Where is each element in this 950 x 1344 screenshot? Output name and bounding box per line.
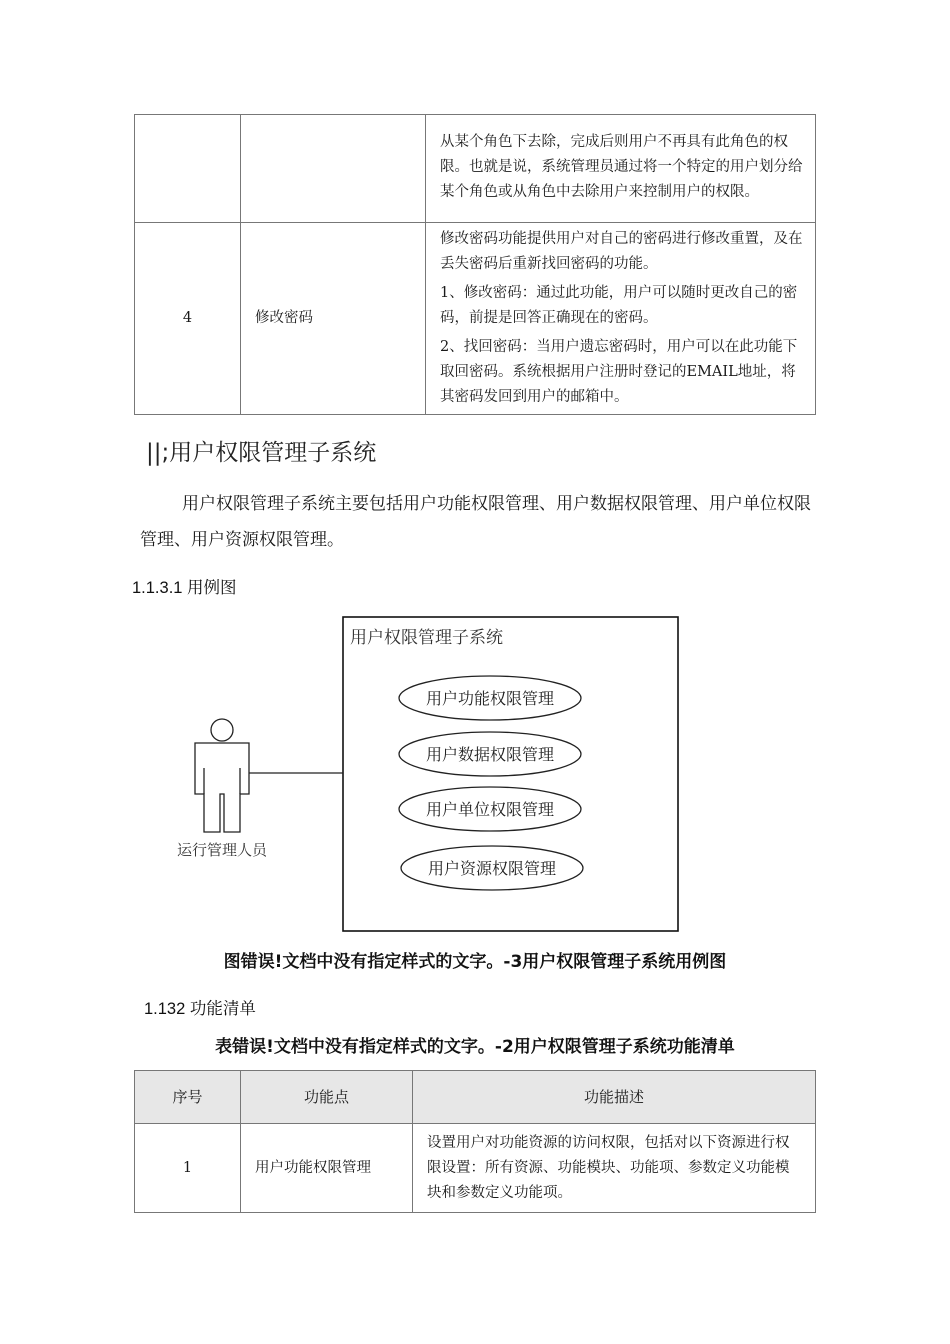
table-row (135, 1124, 816, 1213)
use-case-3 (399, 787, 581, 831)
use-case-1 (399, 676, 581, 720)
description-text: 2、找回密码：当用户遗忘密码时，用户可以在此功能下取回密码。系统根据用户注册时登记的EMAIL地址，将其密码发回到用户的邮箱中。 (440, 339, 798, 405)
header-function: 功能点 (241, 1071, 413, 1124)
actor-figure (195, 719, 249, 832)
row-number-cell: 4 (135, 223, 241, 415)
usecase-diagram (160, 610, 690, 935)
actor-label: 运行管理人员 (176, 841, 268, 859)
function-list-heading: 1.132 功能清单 (144, 1000, 256, 1018)
function-name-cell: 修改密码 (241, 223, 426, 415)
description-text: 从某个角色下去除，完成后则用户不再具有此角色的权限。也就是说，系统管理员通过将一个特定的用户划分给某个角色或从角色中去除用户来控制用户的权限。 (440, 134, 803, 200)
description-text: 1、修改密码：通过此功能，用户可以随时更改自己的密码，前提是回答正确现在的密码。 (440, 285, 798, 326)
row-number-cell (135, 115, 241, 223)
header-description: 功能描述 (413, 1071, 816, 1124)
header-number: 序号 (135, 1071, 241, 1124)
figure-caption: 图错误!文档中没有指定样式的文字。-3用户权限管理子系统用例图 (223, 952, 727, 972)
use-case-label: 用户数据权限管理 (425, 745, 555, 764)
continuation-table (134, 114, 816, 415)
description-text: 修改密码功能提供用户对自己的密码进行修改重置，及在丢失密码后重新找回密码的功能。 (440, 231, 803, 272)
table-header-row (135, 1071, 816, 1124)
function-list-table (134, 1070, 816, 1213)
use-case-4 (401, 846, 583, 890)
table-row (135, 223, 816, 415)
section-heading: ||;用户权限管理子系统 (146, 440, 377, 466)
description-cell (426, 115, 816, 223)
row-number-cell: 1 (135, 1124, 241, 1213)
use-case-2 (399, 732, 581, 776)
table-row (135, 115, 816, 223)
use-case-label: 用户功能权限管理 (425, 689, 555, 708)
table-caption: 表错误!文档中没有指定样式的文字。-2用户权限管理子系统功能清单 (215, 1037, 735, 1057)
description-cell: 设置用户对功能资源的访问权限，包括对以下资源进行权限设置：所有资源、功能模块、功能项、参数定义功能模块和参数定义功能项。 (413, 1124, 816, 1213)
section-paragraph: 用户权限管理子系统主要包括用户功能权限管理、用户数据权限管理、用户单位权限管理、用户资源权限管理。 (140, 494, 811, 550)
function-name-cell: 用户功能权限管理 (241, 1124, 413, 1213)
use-case-label: 用户资源权限管理 (427, 859, 557, 878)
system-label: 用户权限管理子系统 (350, 628, 503, 648)
description-cell (426, 223, 816, 415)
function-name-cell (241, 115, 426, 223)
use-case-label: 用户单位权限管理 (425, 800, 555, 819)
usecase-heading: 1.1.3.1 用例图 (132, 579, 237, 597)
